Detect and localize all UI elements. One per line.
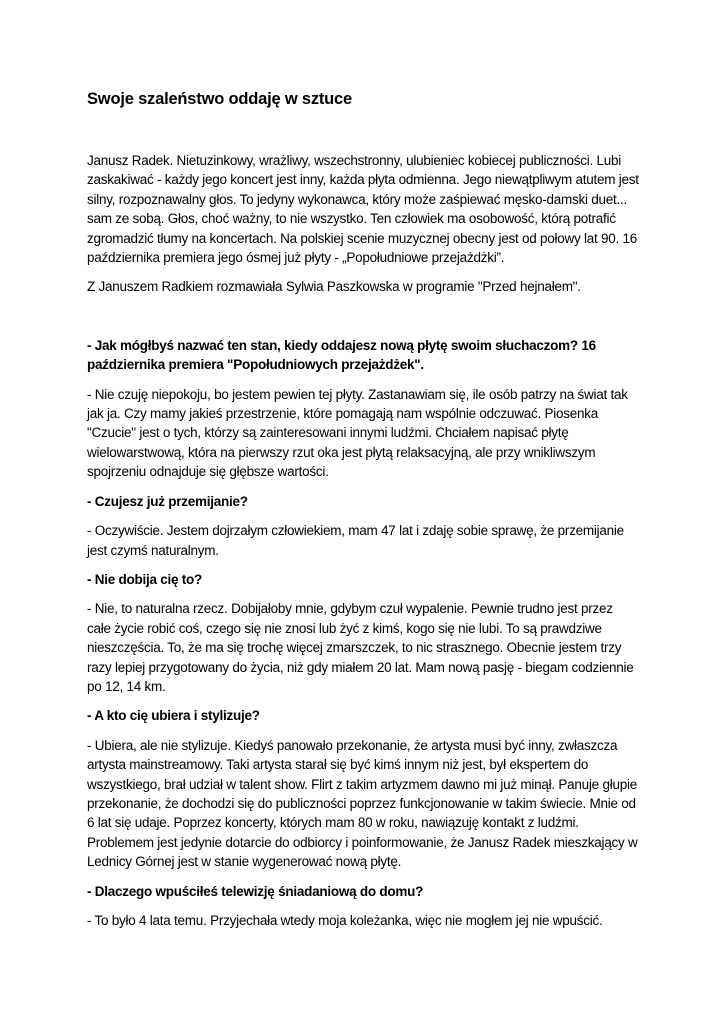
answer-3: - Nie, to naturalna rzecz. Dobijałoby mnie, gdybym czuł wypalenie. Pewnie trudno jest przez całe życie robić coś, czego się nie znosi lub żyć z kimś, kogo się nie lubi. To są prawdziwe nieszczęścia. To, że ma się trochę więcej zmarszczek, to nic strasznego. Obecnie jestem trzy razy lepiej przygotowany do życia, niż gdy miałem 20 lat. Mam nową pasję - biegam codziennie po 12, 14 km. xyxy=(87,601,634,694)
article-body xyxy=(87,151,639,930)
article-title: Swoje szaleństwo oddaję w sztuce xyxy=(87,90,353,108)
credit-paragraph: Z Januszem Radkiem rozmawiała Sylwia Paszkowska w programie "Przed hejnałem". xyxy=(87,279,581,295)
answer-5: - To było 4 lata temu. Przyjechała wtedy moja koleżanka, więc nie mogłem jej nie wpuścić. xyxy=(87,913,603,928)
answer-2: - Oczywiście. Jestem dojrzałym człowiekiem, mam 47 lat i zdaję sobie sprawę, że przemijanie jest czymś naturalnym. xyxy=(87,523,624,558)
question-2: - Czujesz już przemijanie? xyxy=(87,493,248,509)
answer-1: - Nie czuję niepokoju, bo jestem pewien tej płyty. Zastanawiam się, ile osób patrzy na świat tak jak ja. Czy mamy jakieś przestrzenie, które pomagają nam wspólnie odczuwać. Piosenka "Czucie" jest o tych, którzy są zainteresowani innymi ludźmi. Chciałem napisać płytę wielowarstwową, która na pierwszy rzut oka jest płytą relaksacyjną, ale przy wnikliwszym spojrzeniu odnajduje się głębsze wartości. xyxy=(87,386,628,480)
question-1: - Jak mógłbyś nazwać ten stan, kiedy oddajesz nową płytę swoim słuchaczom? 16 października premiera "Popołudniowych przejażdżek". xyxy=(87,337,596,373)
question-4: - A kto cię ubiera i stylizuje? xyxy=(87,708,260,724)
answer-4: - Ubiera, ale nie stylizuje. Kiedyś panowało przekonanie, że artysta musi być inny, zwłaszcza artysta mainstreamowy. Taki artysta starał się być kimś innym niż jest, był ekspertem do wszystkiego, brał udział w talent show. Flirt z takim artyzmem dawno mi już minął. Panuje głupie przekonanie, że dochodzi się do publiczności poprzez funkcjonowanie w takim świecie. Mnie od 6 lat się udaje. Poprzez koncerty, których mam 80 w roku, nawiązuję kontakt z ludźmi. Problemem jest jedynie dotarcie do odbiorcy i poinformowanie, że Janusz Radek mieszkający w Lednicy Górnej jest w stanie wygenerować nową płytę. xyxy=(87,737,638,870)
question-5: - Dlaczego wpuściłeś telewizję śniadaniową do domu? xyxy=(87,883,424,899)
intro-paragraph: Janusz Radek. Nietuzinkowy, wrażliwy, wszechstronny, ulubieniec kobiecej publiczności. Lubi zaskakiwać - każdy jego koncert jest inny, każda płyta odmienna. Jego niewątpliwym atutem jest silny, rozpoznawalny głos. To jedyny wykonawca, który może zaśpiewać męsko-damski duet... sam ze sobą. Głos, choć ważny, to nie wszystko. Ten człowiek ma osobowość, którą potrafić zgromadzić tłumy na koncertach. Na polskiej scenie muzycznej obecny jest od połowy lat 90. 16 października premiera jego ósmej już płyty - „Popołudniowe przejażdżki”. xyxy=(87,153,639,266)
question-3: - Nie dobija cię to? xyxy=(87,571,203,587)
